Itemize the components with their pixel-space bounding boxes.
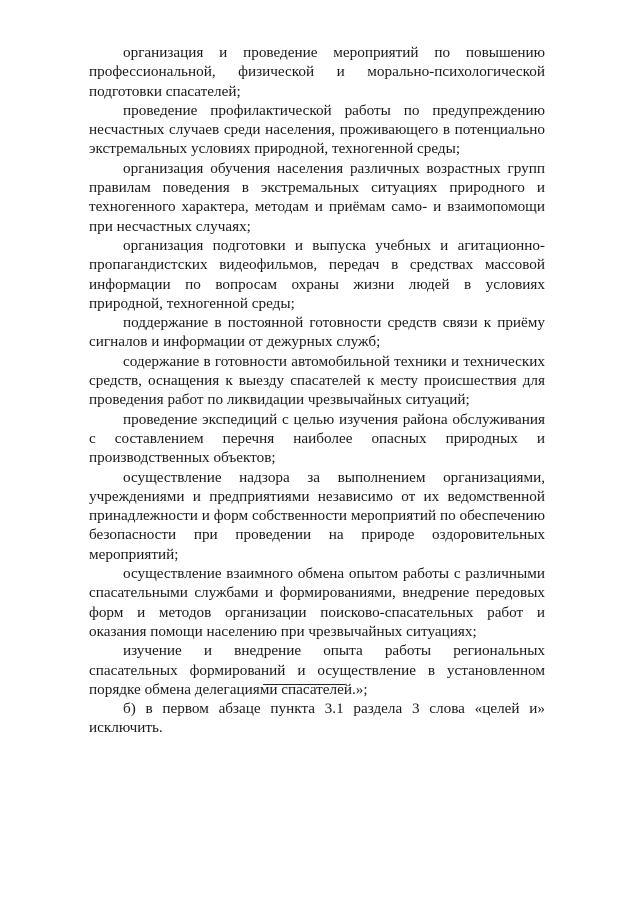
paragraph-7: проведение экспедиций с целью изучения района обслуживания с составлением перечня наиболее опасных природных и производственных объектов; xyxy=(89,410,545,467)
document-body xyxy=(89,43,545,738)
paragraph-1: организация и проведение мероприятий по повышению профессиональной, физической и морально-психологической подготовки спасателей; xyxy=(89,44,545,100)
paragraph-3: организация обучения населения различных возрастных групп правилам поведения в экстремальных ситуациях природного и техногенного характера, методам и приёмам само- и взаимопомощи при несчастных случаях; xyxy=(89,159,545,235)
paragraph-5: поддержание в постоянной готовности средств связи к приёму сигналов и информации от дежурных служб; xyxy=(89,314,545,351)
paragraph-2: проведение профилактической работы по предупреждению несчастных случаев среди населения, проживающего в потенциально экстремальных условиях природной, техногенной среды; xyxy=(89,101,545,158)
paragraph-6: содержание в готовности автомобильной техники и технических средств, оснащения к выезду спасателей к месту происшествия для проведения работ по ликвидации чрезвычайных ситуаций; xyxy=(89,352,545,409)
paragraph-11: б) в первом абзаце пункта 3.1 раздела 3 слова «целей и» исключить. xyxy=(89,700,545,737)
paragraph-8: осуществление надзора за выполнением организациями, учреждениями и предприятиями независимо от их ведомственной принадлежности и форм собственности мероприятий по обеспечению безопасности при проведении на природе оздоровительных мероприятий; xyxy=(89,468,545,563)
end-separator-line xyxy=(263,684,345,685)
paragraph-9: осуществление взаимного обмена опытом работы с различными спасательными службами и формированиями, внедрение передовых форм и методов организации поисково-спасательных работ и оказания помощи населению при чрезвычайных ситуациях; xyxy=(89,565,545,640)
paragraph-10: изучение и внедрение опыта работы региональных спасательных формирований и осуществление в установленном порядке обмена делегациями спасателей.»; xyxy=(89,642,545,698)
paragraph-4: организация подготовки и выпуска учебных и агитационно-пропагандистских видеофильмов, передач в средствах массовой информации по вопросам охраны жизни людей в условиях природной, техногенной среды; xyxy=(89,236,545,312)
